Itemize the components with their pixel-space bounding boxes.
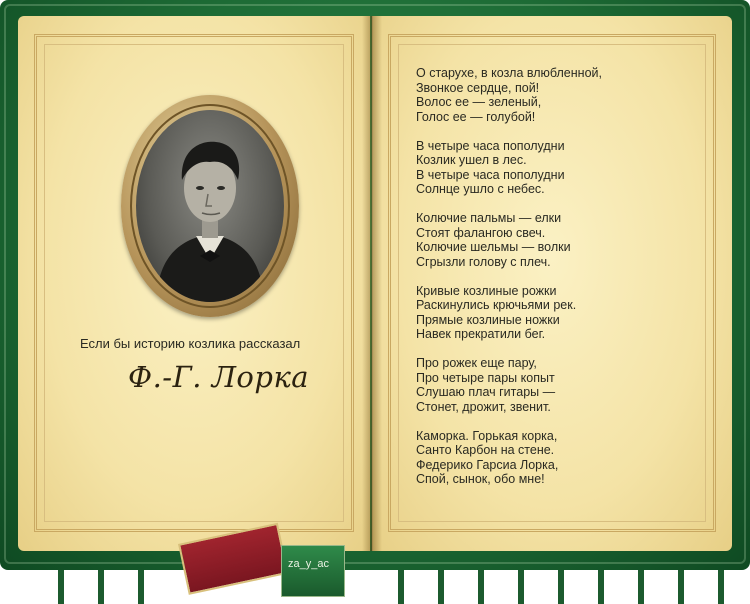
poem-stanza (416, 429, 696, 487)
poem-stanza (416, 66, 696, 124)
portrait-caption: Если бы историю козлика рассказал (80, 336, 301, 351)
cover-tab (58, 570, 64, 604)
poem-line: Голос ее — голубой! (416, 109, 536, 124)
poem-stanza (416, 284, 696, 342)
author-signature: Ф.-Г. Лорка (128, 360, 310, 394)
poem-line: Козлик ушел в лес. (416, 153, 527, 167)
poem-text (416, 66, 696, 501)
cover-tab (478, 570, 484, 604)
cover-tab (678, 570, 684, 604)
poem-line: Навек прекратили бег. (416, 327, 546, 341)
cover-tab (558, 570, 564, 604)
cover-tab (438, 570, 444, 604)
poem-line: Каморка. Горькая корка, (416, 428, 558, 443)
cover-tab (718, 570, 724, 604)
poem-stanza (416, 211, 696, 269)
poem-line: Слушаю плач гитары — (416, 385, 556, 399)
portrait-figure (136, 110, 284, 302)
poem-line: Про рожек еще пару, (416, 356, 537, 370)
poem-line: Сгрызли голову с плеч. (416, 254, 551, 269)
poem-line: Солнце ушло с небес. (416, 182, 545, 196)
poem-line: Стонет, дрожит, звенит. (416, 399, 551, 414)
cover-tab (398, 570, 404, 604)
poem-line: Про четыре пары копыт (416, 370, 555, 385)
poem-line: Санто Карбон на стене. (416, 443, 555, 457)
poem-line: В четыре часа пополудни (416, 167, 565, 182)
cover-tab (638, 570, 644, 604)
poem-line: О старухе, в козла влюбленной, (416, 66, 602, 80)
poem-line: Звонкое сердце, пой! (416, 80, 540, 95)
cover-tab (98, 570, 104, 604)
poem-stanza (416, 356, 696, 414)
poem-stanza (416, 139, 696, 197)
author-tag-label: za_y_ac (288, 558, 329, 570)
poem-line: Волос ее — зеленый, (416, 95, 542, 109)
poem-line: Раскинулись крючьями рек. (416, 298, 577, 312)
poem-line: Федерико Гарсиа Лорка, (416, 457, 559, 472)
portrait-photo (136, 110, 284, 302)
book-spine (362, 16, 382, 551)
poem-line: В четыре часа пополудни (416, 138, 565, 153)
cover-tab (598, 570, 604, 604)
poem-line: Колючие шельмы — волки (416, 240, 571, 254)
poem-line: Прямые козлиные ножки (416, 312, 560, 327)
author-tag (281, 545, 345, 597)
poem-line: Стоят фалангою свеч. (416, 225, 546, 240)
poem-line: Кривые козлиные рожки (416, 283, 557, 298)
cover-tab (138, 570, 144, 604)
poem-line: Колючие пальмы — елки (416, 211, 562, 225)
cover-tab (518, 570, 524, 604)
poem-line: Спой, сынок, обо мне! (416, 472, 545, 486)
